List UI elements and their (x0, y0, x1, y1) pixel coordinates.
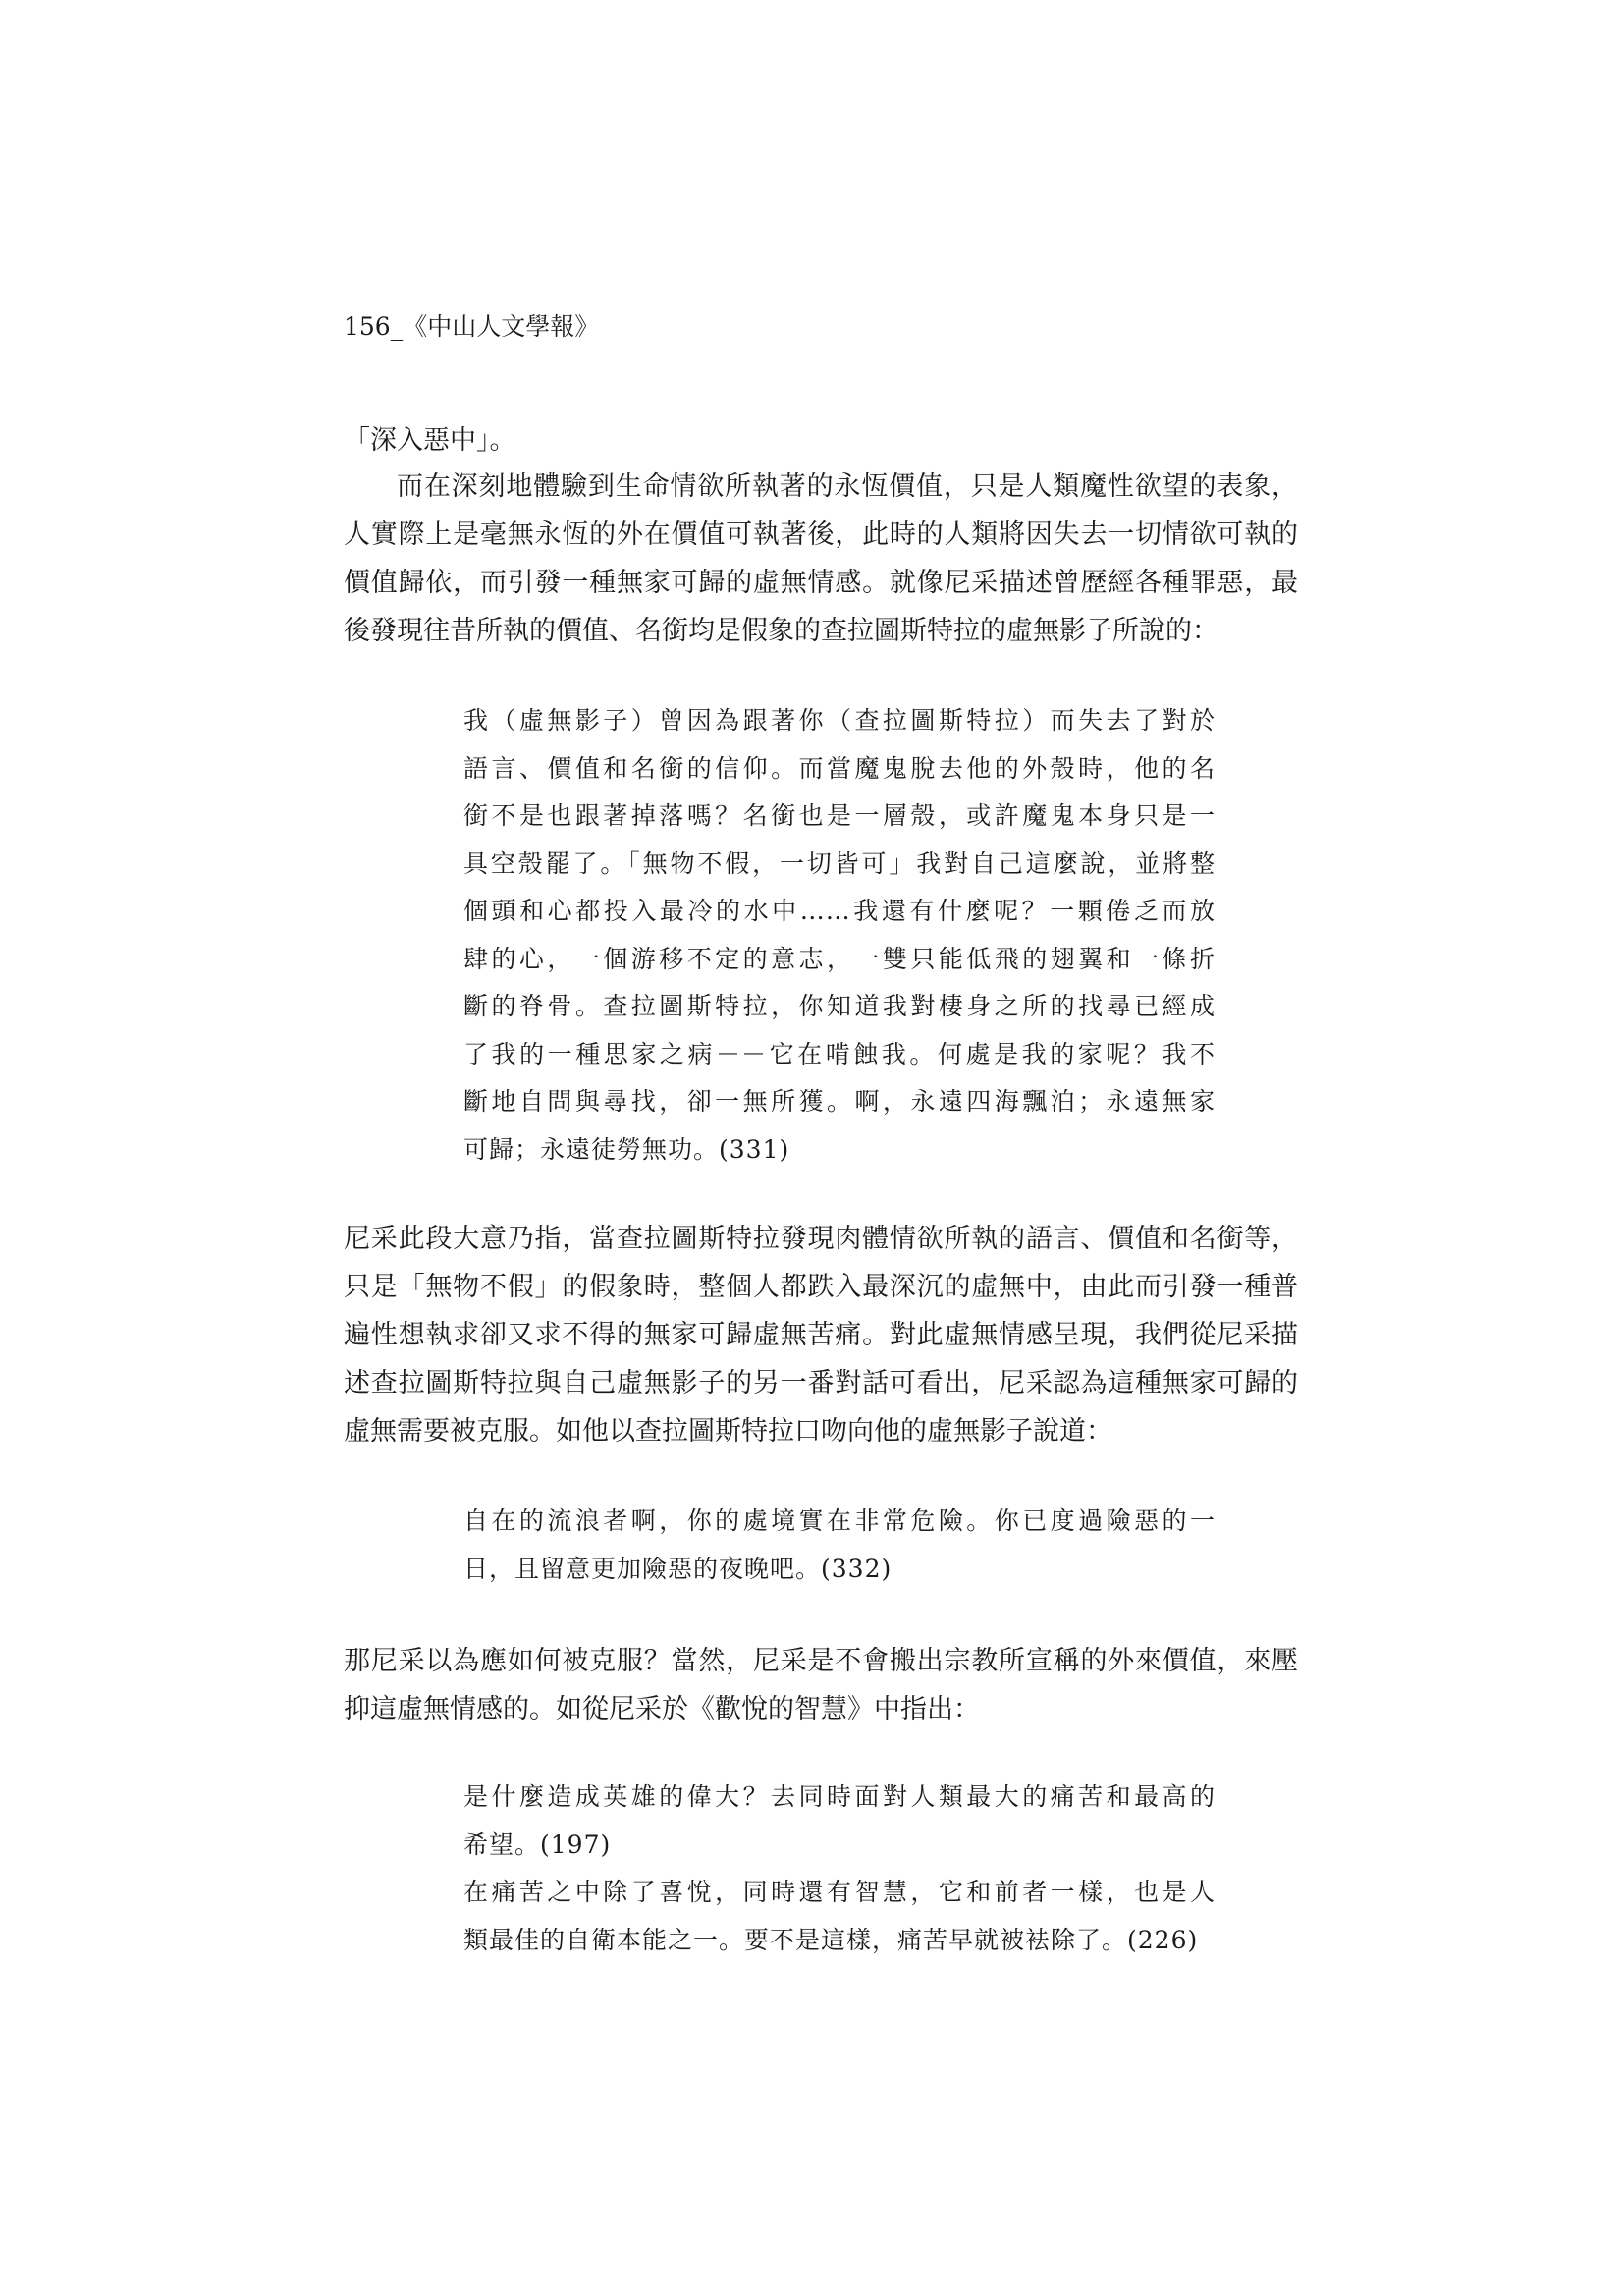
paragraph-line: 價值歸依，而引發一種無家可歸的虛無情感。就像尼采描述曾歷經各種罪惡，最 (344, 568, 1298, 598)
quote-line: 斷的脊骨。查拉圖斯特拉，你知道我對棲身之所的找尋已經成 (463, 992, 1216, 1020)
paragraph-line: 尼采此段大意乃指，當查拉圖斯特拉發現肉體情欲所執的語言、價值和名銜等， (344, 1224, 1298, 1254)
paragraph-line: 述查拉圖斯特拉與自己虛無影子的另一番對話可看出，尼采認為這種無家可歸的 (344, 1368, 1298, 1398)
quote-line: 類最佳的自衛本能之一。要不是這樣，痛苦早就被袪除了。(226) (463, 1925, 1199, 1954)
paragraph-line: 抑這虛無情感的。如從尼采於《歡悅的智慧》中指出： (344, 1694, 980, 1724)
quote-line: 自在的流浪者啊，你的處境實在非常危險。你已度過險惡的一 (463, 1506, 1216, 1535)
quote-line: 個頭和心都投入最冷的水中……我還有什麼呢？一顆倦乏而放 (463, 897, 1216, 925)
quote-line: 希望。(197) (463, 1830, 612, 1859)
paragraph-line: 後發現往昔所執的價值、名銜均是假象的查拉圖斯特拉的虛無影子所說的： (344, 616, 1218, 646)
quote-line: 在痛苦之中除了喜悅，同時還有智慧，它和前者一樣，也是人 (463, 1878, 1216, 1906)
paragraph-overcoming (344, 1637, 1298, 1733)
quote-line: 我（虛無影子）曾因為跟著你（查拉圖斯特拉）而失去了對於 (463, 706, 1216, 735)
block-quote-wanderer (463, 1498, 1216, 1593)
paragraph-line: 遍性想執求卻又求不得的無家可歸虛無苦痛。對此虛無情感呈現，我們從尼采描 (344, 1320, 1298, 1350)
paragraph-line: 而在深刻地體驗到生命情欲所執著的永恆價值，只是人類魔性欲望的表象， (397, 471, 1298, 502)
running-header: 156_《中山人文學報》 (344, 312, 600, 341)
quote-line: 了我的一種思家之病－－它在啃蝕我。何處是我的家呢？我不 (463, 1039, 1216, 1068)
quote-line: 是什麼造成英雄的偉大？去同時面對人類最大的痛苦和最高的 (463, 1782, 1216, 1811)
quote-line: 肆的心，一個游移不定的意志，一雙只能低飛的翅翼和一條折 (463, 944, 1216, 973)
paragraph-line: 那尼采以為應如何被克服？當然，尼采是不會搬出宗教所宣稱的外來價值，來壓 (344, 1646, 1298, 1676)
quote-line: 可歸；永遠徒勞無功。(331) (463, 1134, 790, 1164)
quote-line: 銜不是也跟著掉落嗎？名銜也是一層殼，或許魔鬼本身只是一 (463, 801, 1216, 830)
block-quote-gay-science (463, 1774, 1216, 1964)
quote-line: 斷地自問與尋找，卻一無所獲。啊，永遠四海飄泊；永遠無家 (463, 1087, 1216, 1116)
paragraph-interpretation (344, 1215, 1298, 1455)
paragraph-line: 虛無需要被克服。如他以查拉圖斯特拉口吻向他的虛無影子說道： (344, 1416, 1112, 1447)
paragraph-line: 人實際上是毫無永恆的外在價值可執著後，此時的人類將因失去一切情欲可執的 (344, 519, 1298, 550)
quote-line: 具空殼罷了。「無物不假，一切皆可」我對自己這麼說，並將整 (463, 848, 1216, 878)
paragraph-intro (344, 416, 1298, 465)
paragraph-nihilism (344, 463, 1298, 655)
quote-line: 語言、價值和名銜的信仰。而當魔鬼脫去他的外殼時，他的名 (463, 753, 1216, 783)
paragraph-line: 「深入惡中」。 (344, 425, 516, 456)
block-quote-shadow (463, 697, 1216, 1174)
paragraph-line: 只是「無物不假」的假象時，整個人都跌入最深沉的虛無中，由此而引發一種普 (344, 1272, 1298, 1302)
quote-line: 日，且留意更加險惡的夜晚吧。(332) (463, 1554, 893, 1583)
